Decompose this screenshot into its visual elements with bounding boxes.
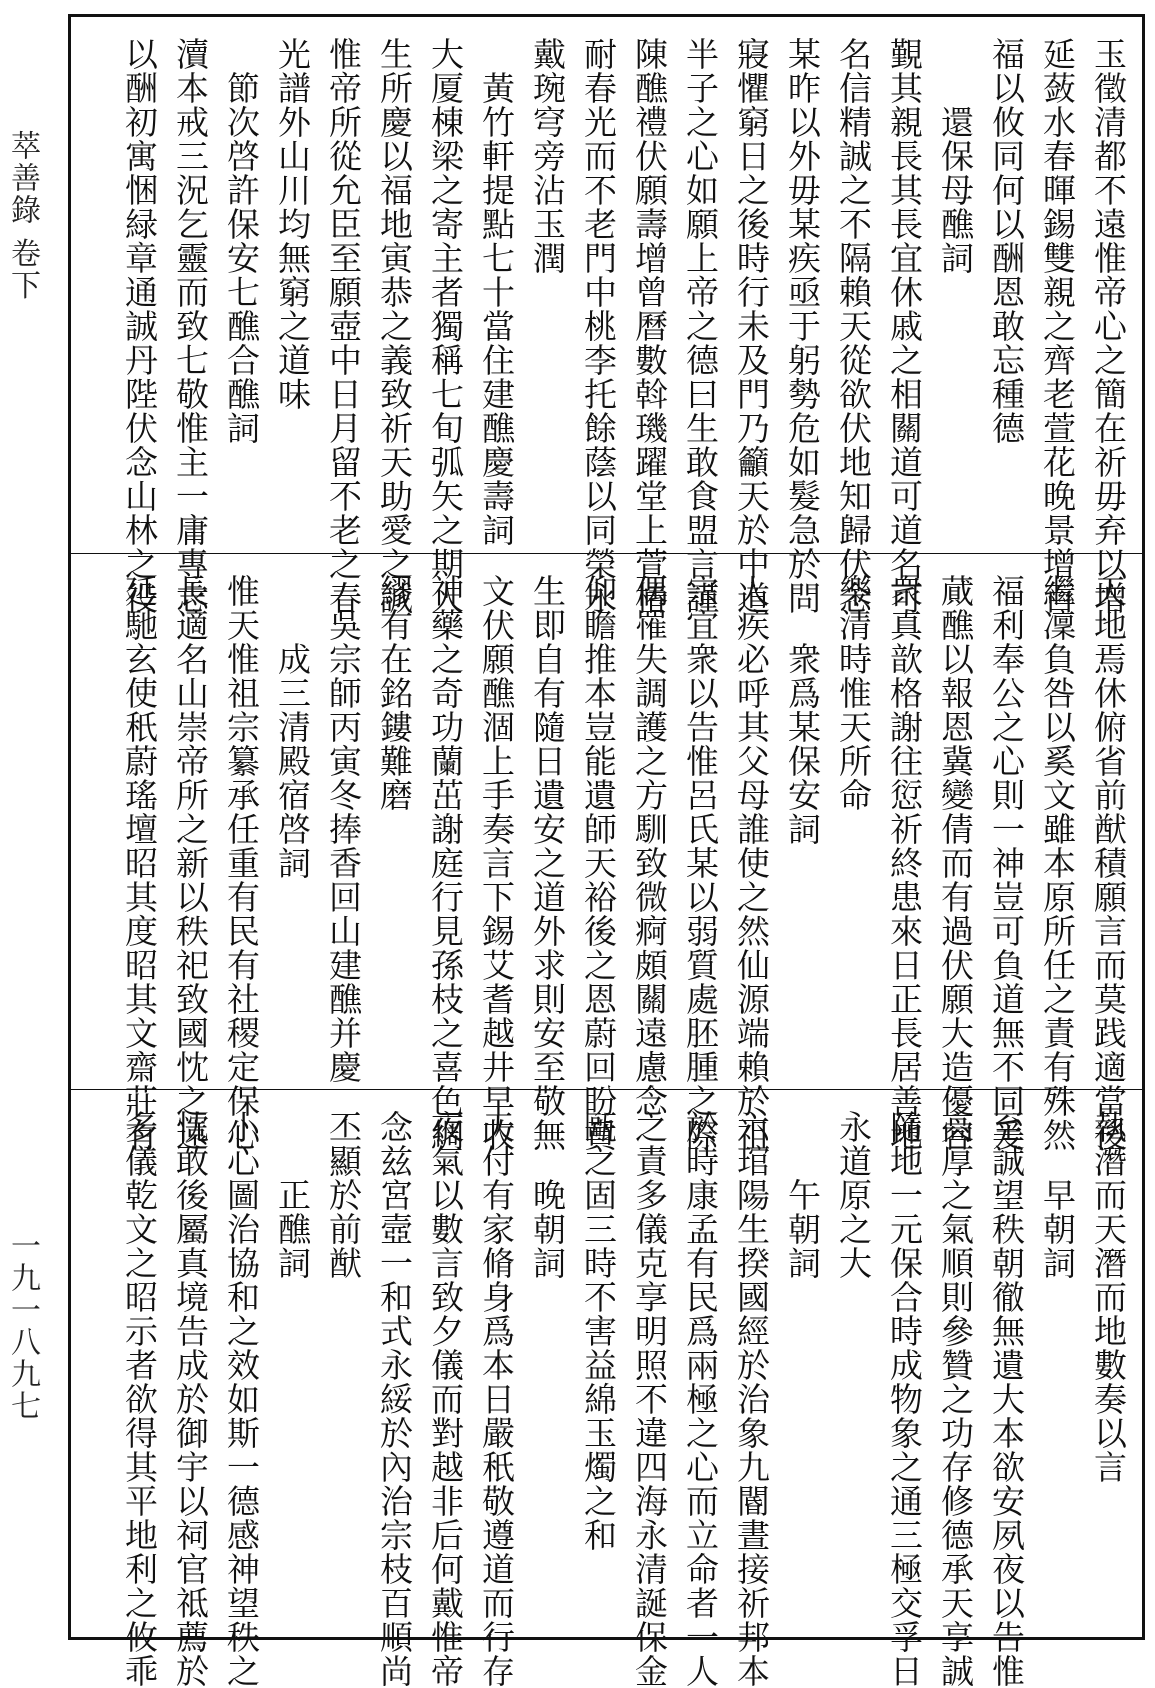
column-group — [111, 37, 1132, 615]
column-group — [111, 1110, 1132, 1688]
text-column: 神藥之奇功蘭茁謝庭行見孫枝之喜色綢 — [426, 574, 465, 1152]
text-column: 之責多儀克享明照不違四海永清誕保金 — [630, 1110, 669, 1688]
section-title: 成三清殿宿啓詞 — [273, 642, 312, 880]
section-title: 早朝詞 — [1038, 1178, 1077, 1280]
text-block-middle — [71, 553, 1142, 1152]
text-column: 六琯陽生揆國經於治象九閽晝接祈邦本 — [732, 1110, 771, 1688]
text-column: 長適名山崇帝所之新以秩祀致國忱之遠 — [171, 574, 210, 1152]
text-column: 延蔹水春暉錫雙親之齊老萱花晚景增百 — [1038, 37, 1077, 615]
text-column: 文伏願醮涸上手奏言下錫艾耆越井早收 — [477, 574, 516, 1152]
text-column: 繆有在銘鏤難磨 — [375, 574, 414, 812]
text-column: 陳醮禮伏願壽增曾曆數斡璣躍堂上萱椿 — [630, 37, 669, 615]
section-title: 黃竹軒提點七十當住建醮慶壽詞 — [477, 71, 516, 547]
text-column: 惟天惟祖宗纂承任重有民有社稷定保心 — [222, 574, 261, 1152]
text-column: 某昨以外毋某疾亟于躬勢危如髮急於問 — [783, 37, 822, 615]
page-frame — [68, 14, 1145, 1688]
text-column: 以酬初寓悃緑章通誠丹陛伏念山林之役 — [120, 37, 159, 615]
text-column: 光譜外山川均無窮之道味 — [273, 37, 312, 411]
section-title: 晚朝詞 — [528, 1178, 567, 1280]
text-column: 福以攸同何以酬恩敢忘種德 — [987, 37, 1026, 445]
text-column: 仰瞻推本豈能遺師天裕後之恩蔚回盼賁 — [579, 574, 618, 1152]
text-column: 甌之固三時不害益綿玉燭之和 — [579, 1110, 618, 1552]
text-column: 名信精誠之不隔賴天從欲伏地知歸伏念 — [834, 37, 873, 615]
text-column: 蕆醮以報恩冀變倩而有過伏願大造優容 — [936, 574, 975, 1152]
section-title: 衆爲某保安詞 — [783, 642, 822, 846]
text-column: 小心圖治協和之效如斯一德感神望秩之 — [222, 1110, 261, 1688]
text-column: 繼凜負咎以奚文雖本原所任之責有殊然 — [1038, 574, 1077, 1152]
text-column: 偶罹失調護之方馴致微痾頗關遠慮念 — [630, 574, 669, 1118]
text-column: 隨地一元保合時成物象之通三極交孚日 — [885, 1110, 924, 1688]
text-column: 玉徵清都不遠惟帝心之簡在祈毋弃以增 — [1089, 37, 1128, 615]
text-column: 執潛而天潛而地數奏以言 — [1089, 1110, 1128, 1484]
text-column: 大厦棟梁之寄主者獨稱七旬弧矢之期人 — [426, 37, 465, 615]
text-column: 人疾必呼其父母誰使之然仙源端賴於祖 — [732, 574, 771, 1152]
text-column: 高厚之氣順則參贊之功存修德承天享誠 — [936, 1110, 975, 1688]
text-column: 念兹宮壼一和式永綏於內治宗枝百順尚 — [375, 1110, 414, 1688]
text-block-bottom — [71, 1089, 1142, 1688]
text-column: 半子之心如願上帝之德曰生敢食盟言謹 — [681, 37, 720, 615]
text-column: 天付有家脩身爲本日嚴秖敬遵道而行存 — [477, 1110, 516, 1688]
section-title: 吳宗師丙寅冬捧香回山建醮并慶 — [324, 608, 363, 1084]
text-column: 樂清時惟天所命 — [834, 574, 873, 812]
text-column: 戴琬穹旁沾玉潤 — [528, 37, 567, 275]
text-column: 永道原之大 — [834, 1110, 873, 1280]
text-column: 生所慶以福地寅恭之義致祈天助愛之誠 — [375, 37, 414, 615]
section-title: 午朝詞 — [783, 1178, 822, 1280]
text-column: 衆真歆格謝往愆祈終患來日正長居善地 — [885, 574, 924, 1152]
text-column: 夜氣以數言致夕儀而對越非后何戴惟帝 — [426, 1110, 465, 1688]
section-title: 正醮詞 — [273, 1178, 312, 1280]
text-column: 丕顯於前猷 — [324, 1110, 363, 1280]
text-column: 寢懼窮日之後時行未及門乃籲天於中道 — [732, 37, 771, 615]
text-column: 忱敢後屬真境告成於御宇以祠官祗薦於 — [171, 1110, 210, 1688]
text-column: 生即自有隨日遺安之道外求則安至敬無 — [528, 574, 567, 1152]
section-title: 節次啓許保安七醮合醮詞 — [222, 71, 261, 445]
text-column: 多儀乾文之昭示者欲得其平地利之攸乖 — [120, 1110, 159, 1688]
text-column: 耐春光而不老門中桃李托餘蔭以同榮永 — [579, 37, 618, 615]
text-block-top — [71, 17, 1142, 615]
text-column: 惟帝所從允臣至願壺中日月留不老之春 — [324, 37, 363, 615]
text-column: 瀆本戒三況乞靈而致七敬惟主一庸專志 — [171, 37, 210, 615]
text-column: 至誠望秩朝徹無遺大本欲安夙夜以告惟 — [987, 1110, 1026, 1688]
text-column: 宗宜衆以告惟呂氏某以弱質處胚腫之際 — [681, 574, 720, 1152]
text-column: 天地焉休俯省前猷積願言而莫践適當後 — [1089, 574, 1128, 1152]
text-column: 福利奉公之心則一神豈可負道無不同爰 — [987, 574, 1026, 1152]
book-title-margin: 萃善錄 卷下 — [5, 130, 40, 302]
text-column: 延馳玄使秖蔚瑤壇昭其度昭其文齋莊有 — [120, 574, 159, 1152]
section-title: 還保母醮詞 — [936, 105, 975, 275]
text-column: 於時康孟有民爲兩極之心而立命者一人 — [681, 1110, 720, 1688]
column-group — [111, 574, 1132, 1152]
text-column: 覲其親長其長宜休戚之相關道可道名可 — [885, 37, 924, 615]
page-number-margin: 一九一八九七 — [5, 1230, 40, 1422]
